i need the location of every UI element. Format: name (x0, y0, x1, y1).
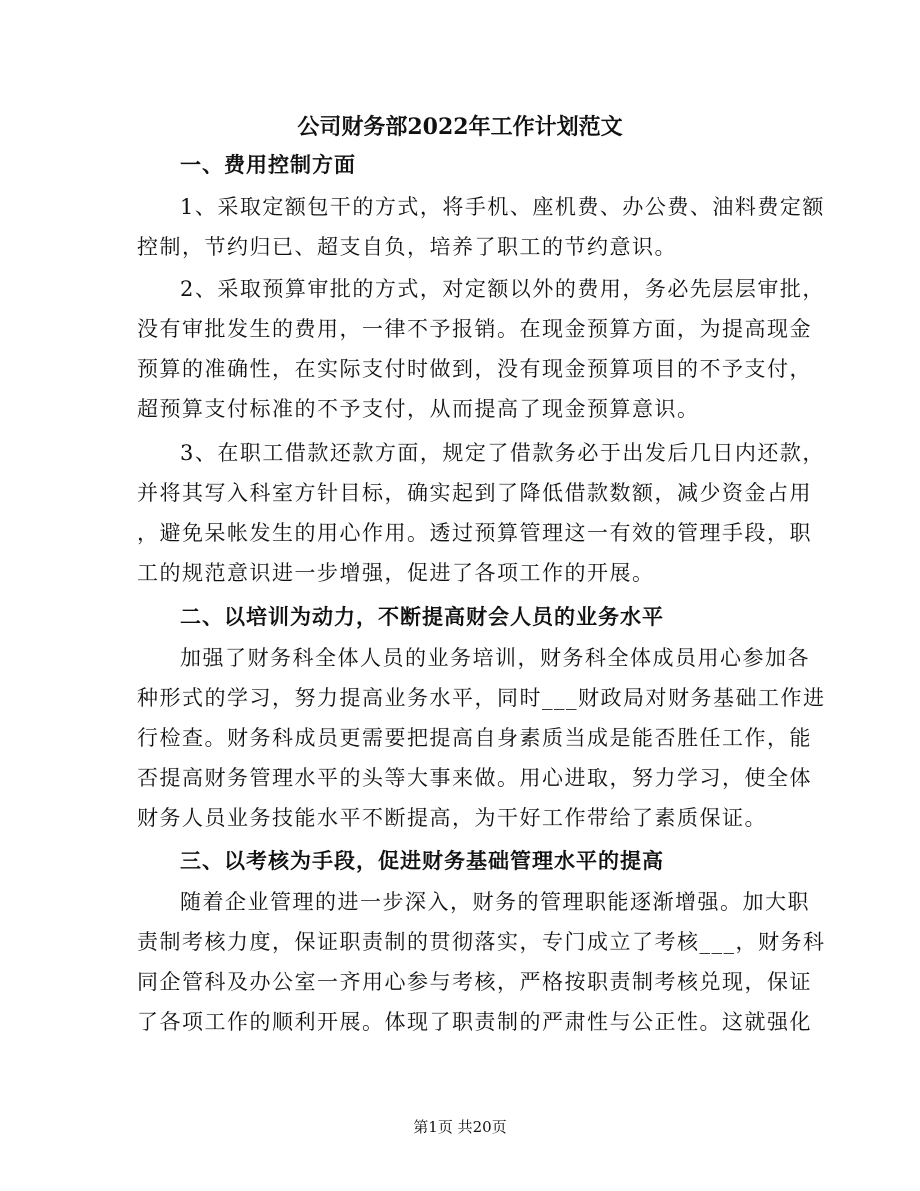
paragraph-line (137, 389, 787, 429)
line-text: 没有审批发生的费用，一律不予报销。在现金预算方面，为提高现金 (137, 317, 812, 341)
paragraph-3-1 (137, 882, 826, 1042)
paragraph-1-3 (137, 433, 825, 593)
line-text: 并将其写入科室方针目标，确实起到了降低借款数额，减少资金占用 (137, 481, 812, 505)
paragraph-line (137, 227, 787, 267)
paragraph-line (137, 718, 812, 758)
section-heading-3: 三、以考核为手段，促进财务基础管理水平的提高 (180, 848, 664, 873)
paragraph-line (137, 638, 810, 678)
paragraph-2-1 (137, 638, 826, 838)
line-text: 预算的准确性，在实际支付时做到，没有现金预算项目的不予支付， (137, 357, 812, 381)
line-text: 工的规范意识进一步增强，促进了各项工作的开展。 (137, 561, 655, 585)
paragraph-line (137, 269, 825, 309)
paragraph-line (137, 309, 812, 349)
paragraph-line (137, 513, 812, 553)
section-heading-2: 二、以培训为动力，不断提高财会人员的业务水平 (180, 604, 664, 629)
line-text: ，避免呆帐发生的用心作用。透过预算管理这一有效的管理手段，职 (137, 521, 812, 545)
line-text: 财务人员业务技能水平不断提高，为干好工作带给了素质保证。 (137, 806, 767, 830)
line-text: 了各项工作的顺利开展。体现了职责制的严肃性与公正性。这就强化 (137, 1010, 812, 1034)
paragraph-1-1 (137, 187, 825, 267)
line-text: 2、采取预算审批的方式，对定额以外的费用，务必先层层审批， (180, 277, 825, 301)
paragraph-line (137, 678, 826, 718)
section-heading-1: 一、费用控制方面 (180, 152, 356, 177)
paragraph-line (137, 473, 812, 513)
line-text: 控制，节约归已、超支自负，培养了职工的节约意识。 (137, 235, 677, 259)
paragraph-line (137, 922, 826, 962)
paragraph-line (137, 433, 825, 473)
page-footer: 第1页 共20页 (413, 1118, 507, 1136)
paragraph-line (137, 187, 825, 227)
document-title: 公司财务部2022年工作计划范文 (297, 114, 623, 140)
paragraph-line (137, 349, 812, 389)
line-text: 同企管科及办公室一齐用心参与考核，严格按职责制考核兑现，保证 (137, 970, 812, 994)
paragraph-line (137, 1002, 812, 1042)
line-text: 责制考核力度，保证职责制的贯彻落实，专门成立了考核___，财务科 (137, 930, 826, 954)
paragraph-line (137, 553, 787, 593)
line-text: 否提高财务管理水平的头等大事来做。用心进取，努力学习，使全体 (137, 766, 812, 790)
line-text: 3、在职工借款还款方面，规定了借款务必于出发后几日内还款， (180, 441, 825, 465)
paragraph-line (137, 798, 787, 838)
line-text: 随着企业管理的进一步深入，财务的管理职能逐渐增强。加大职 (180, 890, 810, 914)
line-text: 1、采取定额包干的方式，将手机、座机费、办公费、油料费定额 (180, 195, 825, 219)
line-text: 加强了财务科全体人员的业务培训，财务科全体成员用心参加各 (180, 646, 810, 670)
paragraph-line (137, 962, 812, 1002)
line-text: 超预算支付标准的不予支付，从而提高了现金预算意识。 (137, 397, 700, 421)
line-text: 行检查。财务科成员更需要把提高自身素质当成是能否胜任工作，能 (137, 726, 812, 750)
paragraph-line (137, 882, 810, 922)
paragraph-line (137, 758, 812, 798)
line-text: 种形式的学习，努力提高业务水平，同时___财政局对财务基础工作进 (137, 686, 826, 710)
paragraph-1-2 (137, 269, 825, 429)
